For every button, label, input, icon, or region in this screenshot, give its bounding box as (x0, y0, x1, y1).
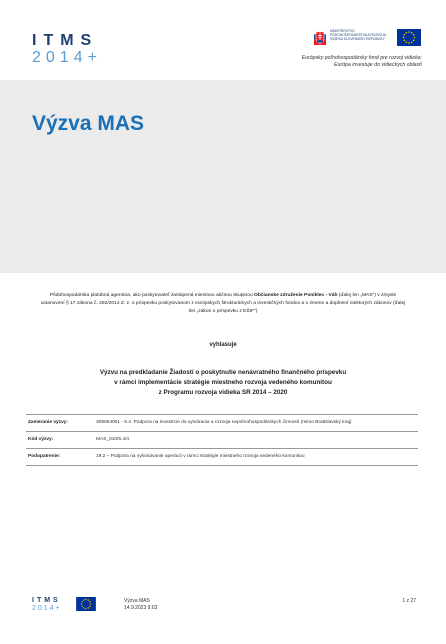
intro-organization-name: Občianske združenie Poniklec - Váh (254, 293, 338, 298)
intro-part2: (ďalej len „MAS“) v zmysle ustanovení § 17 zákona č. 292/2014 Z. z. o príspevku poskytovanom z európskych štrukturálnych a investičných fondov a o zmene a doplnení niektorých zákonov (ďalej len „zákon o príspevku z EŠIF“) (40, 293, 406, 314)
footer-date: 14.9.2023 9:03 (124, 605, 158, 611)
table-row (26, 414, 418, 432)
call-info-table (26, 414, 418, 466)
ministry-logo (314, 29, 392, 47)
footer-document-title: Výzva MAS (124, 598, 150, 604)
itms-logo-bottom: 2014+ (32, 49, 102, 66)
row-value: 19.2 – Podpora na vykonávanie operácií v rámci stratégie miestneho rozvoja vedeného komunitou (96, 454, 305, 459)
call-heading-line2: v rámci implementácie stratégie miestneho rozvoja vedeného komunitou (114, 379, 332, 386)
footer-itms-logo (32, 597, 72, 613)
call-heading (40, 368, 406, 398)
announces-label: vyhlasuje (209, 342, 237, 348)
title-band (0, 80, 446, 273)
row-label: Kód výzvy: (28, 437, 54, 442)
table-row (26, 449, 418, 466)
eu-flag-icon (397, 29, 421, 46)
table-row (26, 432, 418, 449)
tagline-line1: Európsky poľnohospodársky fond pre rozvoj vidieka: (301, 55, 422, 61)
intro-paragraph (40, 292, 406, 316)
footer-eu-flag-icon (76, 597, 96, 611)
itms-logo-top: ITMS (32, 32, 99, 49)
footer-document-info (124, 598, 157, 612)
slovak-coat-of-arms-icon (314, 29, 326, 45)
ministry-name: MINISTERSTVO PÔDOHOSPODÁRSTVA A ROZVOJA VIDIEKA SLOVENSKEJ REPUBLIKY (330, 29, 386, 41)
call-heading-line1: Výzvu na predkladanie Žiadostí o poskytnutie nenávratného finančného príspevku (99, 369, 347, 376)
row-label: Podopatrenie: (28, 454, 61, 459)
row-label: Zameranie výzvy: (28, 420, 68, 425)
footer-itms-top: ITMS (32, 597, 61, 604)
itms-logo (32, 32, 128, 68)
intro-part1: Pôdohospodárska platobná agentúra, ako poskytovateľ zastúpená miestnou akčnou skupinou (49, 293, 255, 298)
page-number: 1 z 27 (402, 598, 416, 604)
header-tagline (242, 55, 422, 69)
page-title: Výzva MAS (32, 112, 145, 135)
row-value: MAS_010/6.4/4 (96, 437, 130, 442)
footer-itms-bottom: 2014+ (32, 605, 62, 612)
call-heading-line3: z Programu rozvoja vidieka SR 2014 – 2020 (158, 389, 288, 396)
tagline-line2: Európa investuje do vidieckych oblastí (334, 62, 422, 68)
row-value: 309064001 - 6.4. Podpora na investície do vytvárania a rozvoja nepoľnohospodárskych činností (mimo Bratislavský kraj) (96, 420, 352, 425)
